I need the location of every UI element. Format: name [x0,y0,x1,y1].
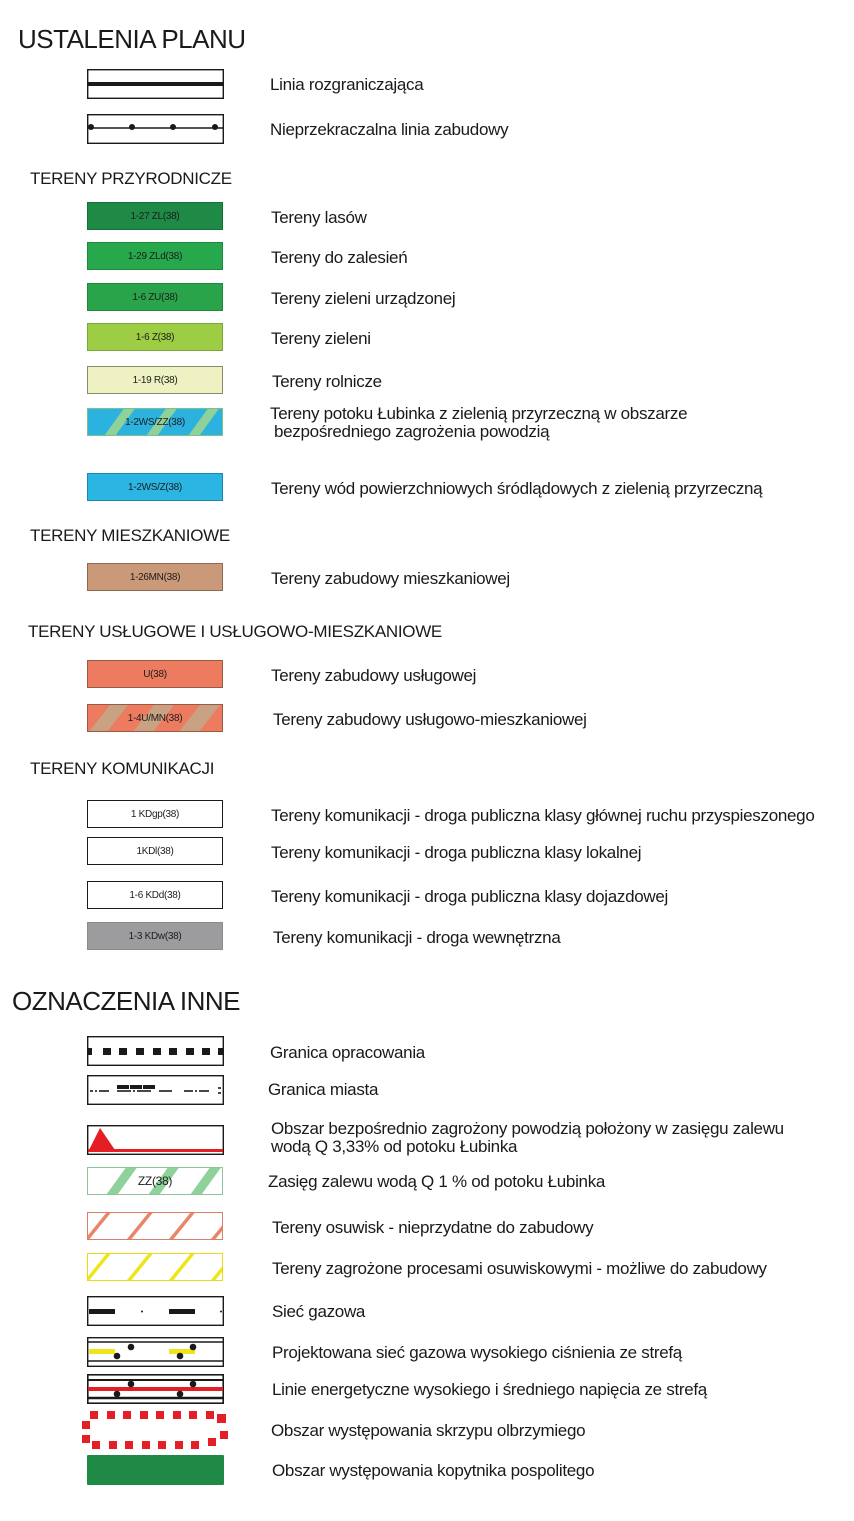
zone-swatch-r [87,366,223,394]
zone-code: 1 KDgp(38) [130,808,180,820]
legend-label: Sieć gazowa [272,1302,366,1321]
building-line-symbol [87,114,224,144]
legend-label: Tereny zieleni [271,329,371,348]
legend-label: Tereny zieleni urządzonej [271,289,456,308]
section-title-tereny-mieszkaniowe: TERENY MIESZKANIOWE [30,526,230,545]
zone-code: 1-27 ZL(38) [130,210,180,222]
power-line-symbol [87,1374,224,1404]
zone-swatch-kdw [87,922,223,950]
legend-label: Tereny zabudowy usługowo-mieszkaniowej [273,710,587,729]
zone-code: 1-6 Z(38) [135,331,175,343]
hatch-pattern [88,1254,223,1281]
zone-code: 1-19 R(38) [132,374,178,386]
legend-label-line1: Tereny potoku Łubinka z zielenią przyrzeczną w obszarze [270,404,688,423]
landslide-area-symbol [87,1212,223,1240]
planned-gas-network-symbol [87,1337,224,1367]
legend-label: Obszar występowania skrzypu olbrzymiego [271,1421,586,1440]
legend-label: Tereny komunikacji - droga publiczna klasy lokalnej [271,843,642,862]
zone-swatch-zl [87,202,223,230]
zone-swatch-ws-zz [87,408,223,436]
section-title-ustalenia-planu: USTALENIA PLANU [18,24,246,54]
zone-swatch-mn [87,563,223,591]
zone-swatch-zld [87,242,223,270]
legend-label: Tereny komunikacji - droga wewnętrzna [273,928,561,947]
zone-code: 1-3 KDw(38) [128,930,182,942]
legend-label: Tereny zagrożone procesami osuwiskowymi - możliwe do zabudowy [272,1259,767,1278]
zone-code: 1-29 ZLd(38) [127,250,183,262]
gas-network-symbol [87,1296,224,1326]
wild-ginger-area-symbol [87,1455,224,1485]
zone-swatch-kdgp [87,800,223,828]
legend-label: Granica opracowania [270,1043,425,1062]
zone-code: 1-4U/MN(38) [127,712,183,724]
study-boundary-symbol [87,1036,224,1066]
flood-range-symbol [87,1167,223,1195]
legend-label-line1: Obszar bezpośrednio zagrożony powodzią położony w zasięgu zalewu [271,1119,784,1138]
legend-label: Projektowana sieć gazowa wysokiego ciśnienia ze strefą [272,1343,682,1362]
zone-swatch-u-mn [87,704,223,732]
zone-code: 1-6 ZU(38) [132,291,178,303]
legend-label: Linia rozgraniczająca [270,75,424,94]
horsetail-area-symbol [80,1407,232,1453]
zone-code: 1-2WS/Z(38) [128,481,182,493]
section-title-oznaczenia-inne: OZNACZENIA INNE [12,986,240,1016]
hatch-pattern [88,1213,223,1240]
zone-swatch-zu [87,283,223,311]
legend-label: Tereny komunikacji - droga publiczna klasy dojazdowej [271,887,669,906]
legend-label: Granica miasta [268,1080,379,1099]
legend-label: Zasięg zalewu wodą Q 1 % od potoku Łubinka [268,1172,606,1191]
legend-label: Tereny komunikacji - droga publiczna klasy głównej ruchu przyspieszonego [271,806,815,825]
zone-swatch-u [87,660,223,688]
legend-label: Obszar występowania kopytnika pospolitego [272,1461,595,1480]
zone-swatch-kdl [87,837,223,865]
legend-label: Tereny do zalesień [271,248,408,267]
legend-label-line2: wodą Q 3,33% od potoku Łubinka [271,1137,518,1156]
legend-label: Nieprzekraczalna linia zabudowy [270,120,509,139]
zone-swatch-ws-z [87,473,223,501]
zone-code: U(38) [143,668,167,680]
flood-risk-area-symbol [87,1125,224,1155]
zone-code: 1-26MN(38) [129,571,181,583]
section-title-tereny-przyrodnicze: TERENY PRZYRODNICZE [30,169,232,188]
zone-swatch-z [87,323,223,351]
zone-code: 1KDl(38) [136,845,174,857]
zone-code: ZZ(38) [137,1174,173,1188]
boundary-line-symbol [87,69,224,99]
legend-label: Tereny zabudowy usługowej [271,666,477,685]
zone-code: 1-6 KDd(38) [129,889,181,901]
city-boundary-symbol [87,1075,224,1105]
section-title-tereny-uslugowe: TERENY USŁUGOWE I USŁUGOWO-MIESZKANIOWE [28,622,442,641]
legend-label-line2: bezpośredniego zagrożenia powodzią [274,422,550,441]
legend-label: Tereny wód powierzchniowych śródlądowych z zielenią przyrzeczną [271,479,763,498]
section-title-tereny-komunikacji: TERENY KOMUNIKACJI [30,759,215,778]
zone-code: 1-2WS/ZZ(38) [125,416,185,428]
legend-label: Linie energetyczne wysokiego i średniego napięcia ze strefą [272,1380,707,1399]
zone-swatch-kdd [87,881,223,909]
legend-label: Tereny zabudowy mieszkaniowej [271,569,510,588]
legend-label: Tereny lasów [271,208,367,227]
legend-label: Tereny rolnicze [272,372,382,391]
landslide-risk-symbol [87,1253,223,1281]
legend-label: Tereny osuwisk - nieprzydatne do zabudowy [272,1218,594,1237]
